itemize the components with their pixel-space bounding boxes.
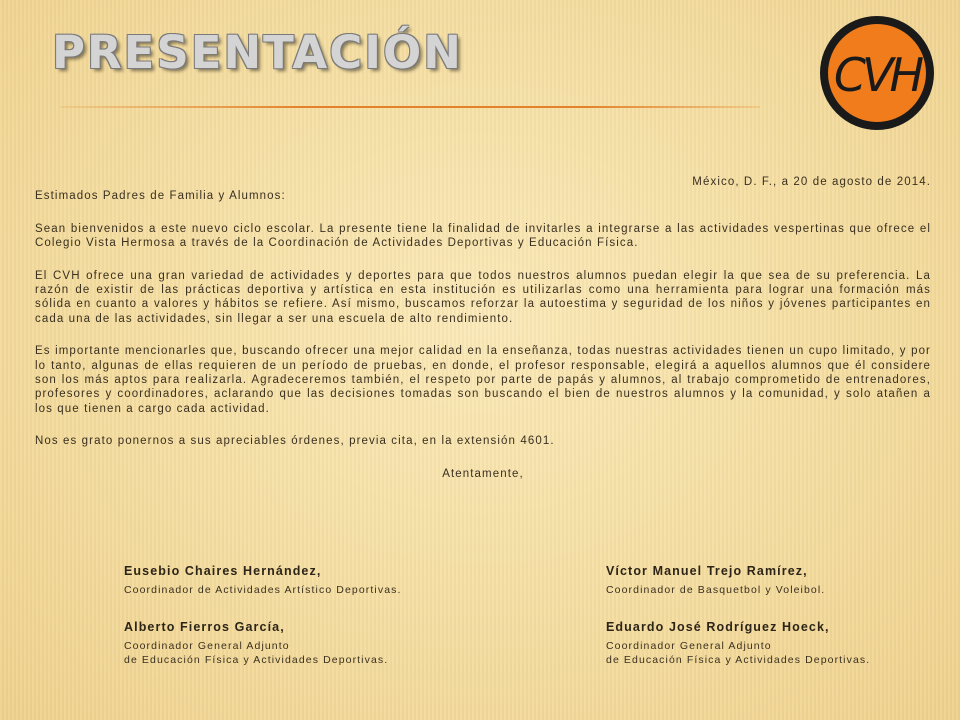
signature-name: Eduardo José Rodríguez Hoeck, bbox=[606, 620, 830, 634]
signature-block-3 bbox=[124, 619, 388, 667]
signature-name: Alberto Fierros García, bbox=[124, 620, 285, 634]
signature-block-4 bbox=[606, 619, 870, 667]
signature-name: Eusebio Chaires Hernández, bbox=[124, 564, 322, 578]
page-title: PRESENTACIÓN bbox=[52, 26, 463, 79]
signature-name: Víctor Manuel Trejo Ramírez, bbox=[606, 564, 808, 578]
title-divider bbox=[60, 106, 760, 108]
signature-role-line2: de Educación Física y Actividades Deportivas. bbox=[606, 654, 871, 666]
signature-block-2 bbox=[606, 563, 825, 597]
cvh-logo bbox=[818, 14, 936, 132]
paragraph-contact: Nos es grato ponernos a sus apreciables órdenes, previa cita, en la extensión 4601. bbox=[35, 435, 555, 448]
letter-salutation: Estimados Padres de Familia y Alumnos: bbox=[35, 190, 286, 203]
paragraph-limited-capacity: Es importante mencionarles que, buscando ofrecer una mejor calidad en la enseñanza, todas nuestras actividades tienen un cupo limitado, y por lo tanto, algunas de ellas requieren de un período de pruebas, en donde, el profesor responsable, elegirá a aquellos alumnos que él considere son los más aptos para realizarla. Agradeceremos también, el respeto por parte de papás y alumnos, al trabajo comprometido de entrenadores, profesores y coordinadores, aclarando que las decisiones tomadas son buscando el bien de nuestros alumnos y la comunidad, y solo atañen a los que tienen a cargo cada actividad. bbox=[35, 345, 931, 415]
paragraph-welcome: Sean bienvenidos a este nuevo ciclo escolar. La presente tiene la finalidad de invitarles a integrarse a las actividades vespertinas que ofrece el Colegio Vista Hermosa a través de la Coordinación de Actividades Deportivas y Educación Física. bbox=[35, 222, 931, 250]
letter-body bbox=[35, 175, 931, 481]
logo-text: CVH bbox=[833, 48, 921, 102]
letter-date: México, D. F., a 20 de agosto de 2014. bbox=[692, 176, 931, 188]
signature-role: Coordinador General Adjunto bbox=[124, 640, 290, 652]
letter-closing: Atentamente, bbox=[442, 467, 524, 480]
signature-role-line2: de Educación Física y Actividades Deportivas. bbox=[124, 654, 389, 666]
signature-role: Coordinador General Adjunto bbox=[606, 640, 772, 652]
signature-role: Coordinador de Basquetbol y Voleibol. bbox=[606, 584, 826, 596]
signature-block-1 bbox=[124, 563, 402, 597]
signature-role: Coordinador de Actividades Artístico Deportivas. bbox=[124, 584, 402, 596]
paragraph-activities: El CVH ofrece una gran variedad de actividades y deportes para que todos nuestros alumnos puedan elegir la que sea de su preferencia. La razón de existir de las prácticas deportiva y artística en esta institución es utilizarlas como una herramienta para lograr una formación más sólida en cuanto a valores y hábitos se refiere. Así mismo, buscamos reforzar la autoestima y seguridad de los niños y jóvenes participantes en cada una de las actividades, sin llegar a ser una escuela de alto rendimiento. bbox=[35, 269, 931, 325]
